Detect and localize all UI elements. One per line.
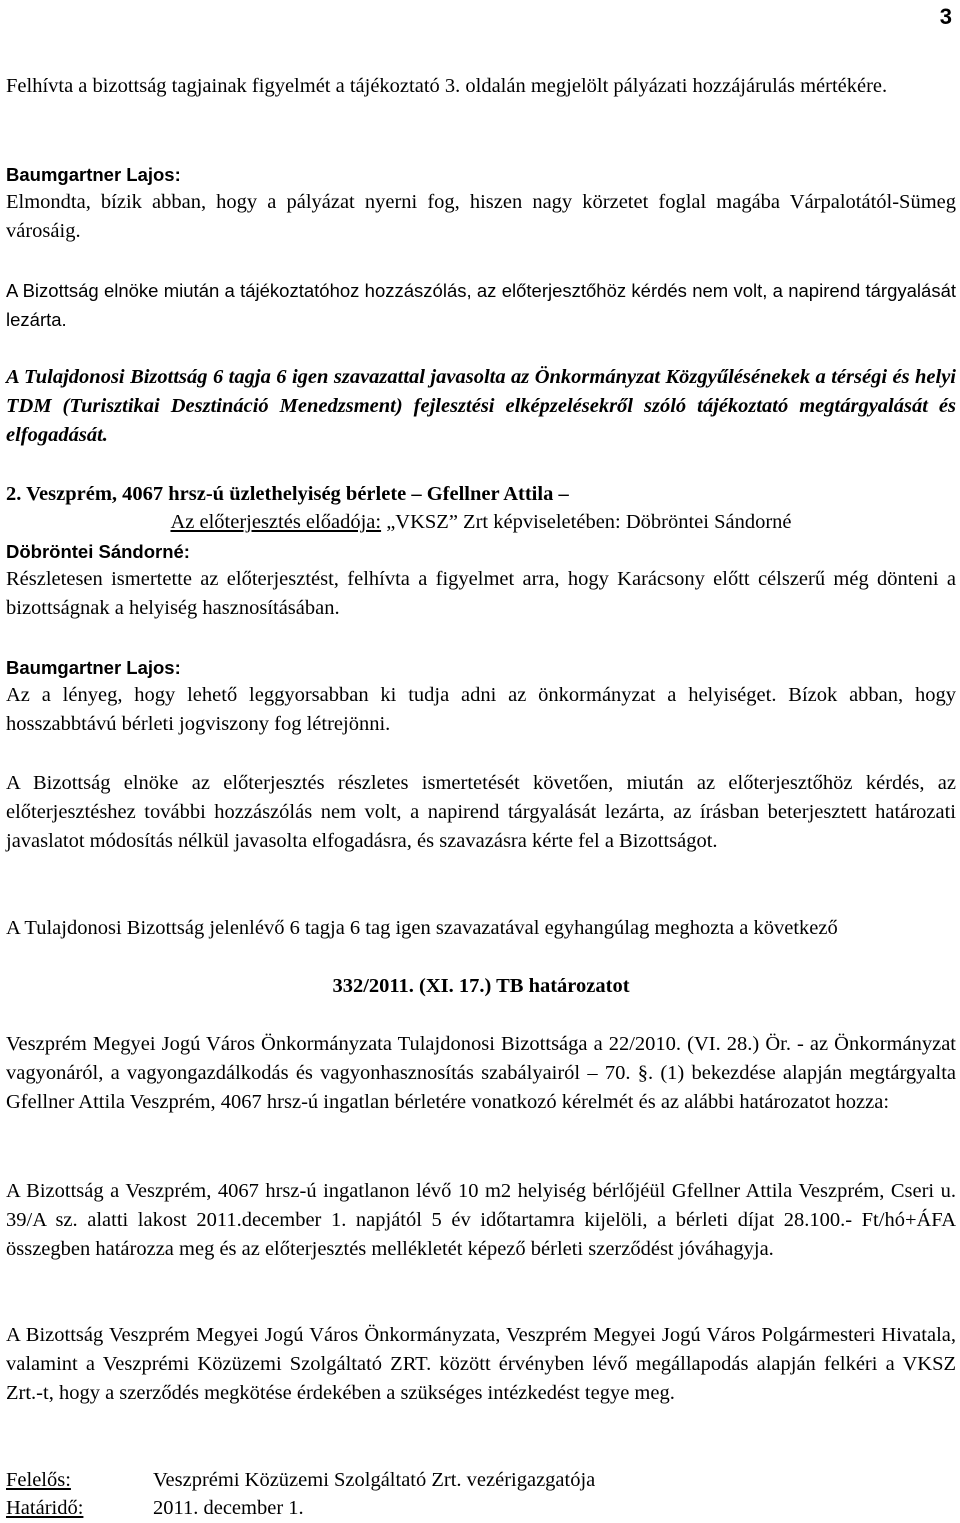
page-number: 3 <box>939 4 952 29</box>
paragraph-vote: A Tulajdonosi Bizottság jelenlévő 6 tagja 6 tag igen szavazatával egyhangúlag meghozta a következő <box>6 917 838 939</box>
responsible-value: Veszprémi Közüzemi Szolgáltató Zrt. vezérigazgatója <box>153 1469 596 1491</box>
deadline-label: Határidő: <box>6 1497 84 1519</box>
resolution-title: 332/2011. (XI. 17.) TB határozatot <box>332 975 630 997</box>
paragraph-call-attention: Felhívta a bizottság tagjainak figyelmét a tájékoztató 3. oldalán megjelölt pályázati hozzájárulás mértékére. <box>6 75 888 97</box>
responsible-label: Felelős: <box>6 1469 71 1491</box>
paragraph-vksz-request: A Bizottság Veszprém Megyei Jogú Város Önkormányzata, Veszprém Megyei Jogú Város Polgármesteri Hivatala, valamint a Veszprémi Közüzemi Szolgáltató ZRT. között érvényben lévő megállapodás alapján felkéri a VKSZ Zrt.-t, hogy a szerződés megkötése érdekében a szükséges intézkedést tegye meg. <box>6 1324 956 1404</box>
paragraph-resolution-basis: Veszprém Megyei Jogú Város Önkormányzata Tulajdonosi Bizottsága a 22/2010. (VI. 28.) Ör. - az Önkormányzat vagyonáról, a vagyongazdálkodás és vagyonhasznosítás szabályairól – 70. §. (1) bekezdése alapján megtárgyalta Gfellner Attila Veszprém, 4067 hrsz-ú ingatlan bérletére vonatkozó kérelmét és az alábbi határozatot hozza: <box>6 1033 956 1113</box>
speaker-heading-dobrontei: Döbröntei Sándorné: <box>6 541 190 562</box>
paragraph-committee-recommendation: A Tulajdonosi Bizottság 6 tagja 6 igen szavazattal javasolta az Önkormányzat Közgyűlésénekek a térségi és helyi TDM (Turisztikai Desztináció Menedzsment) fejlesztési elképzelésekről szóló tájékoztató megtárgyalását és elfogadását. <box>6 366 956 446</box>
paragraph-chair-summary: A Bizottság elnöke az előterjesztés részletes ismertetését követően, miután az előterjesztőhöz kérdés, az előterjesztéshez további hozzászólás nem volt, a napirend tárgyalását lezárta, az írásban beterjesztett határozati javaslatot módosítás nélkül javasolta elfogadásra, és szavazásra kérte fel a Bizottságot. <box>6 772 956 852</box>
presenter-value: „VKSZ” Zrt képviseletében: Döbröntei Sándorné <box>381 511 792 533</box>
speaker-heading-baumgartner-1: Baumgartner Lajos: <box>6 164 181 185</box>
presenter-line <box>6 508 956 537</box>
presenter-label: Az előterjesztés előadója: <box>170 511 382 533</box>
speaker-heading-baumgartner-2: Baumgartner Lajos: <box>6 657 181 678</box>
paragraph-agenda-closed: A Bizottság elnöke miután a tájékoztatóhoz hozzászólás, az előterjesztőhöz kérdés nem volt, a napirend tárgyalását lezárta. <box>6 280 956 330</box>
paragraph-dobrontei-statement: Részletesen ismertette az előterjesztést, felhívta a figyelmet arra, hogy Karácsony előtt célszerű még dönteni a bizottságnak a helyiség hasznosításában. <box>6 568 956 619</box>
agenda-item-2-title: 2. Veszprém, 4067 hrsz-ú üzlethelyiség bérlete – Gfellner Attila – <box>6 483 569 505</box>
paragraph-baumgartner-statement: Elmondta, bízik abban, hogy a pályázat nyerni fog, hiszen nagy körzetet foglal magába Várpalotától-Sümeg városáig. <box>6 191 956 242</box>
paragraph-resolution-body: A Bizottság a Veszprém, 4067 hrsz-ú ingatlanon lévő 10 m2 helyiség bérlőjéül Gfellner Attila Veszprém, Cseri u. 39/A sz. alatti lakost 2011.december 1. napjától 5 év időtartamra kijelöli, a bérleti díjat 28.100.- Ft/hó+ÁFA összegben határozza meg és az előterjesztés mellékletét képező bérleti szerződést jóváhagyja. <box>6 1180 956 1260</box>
paragraph-baumgartner-second: Az a lényeg, hogy lehető leggyorsabban ki tudja adni az önkormányzat a helyiséget. Bízok abban, hogy hosszabbtávú bérleti jogviszony fog létrejönni. <box>6 684 956 735</box>
deadline-value: 2011. december 1. <box>153 1497 304 1519</box>
